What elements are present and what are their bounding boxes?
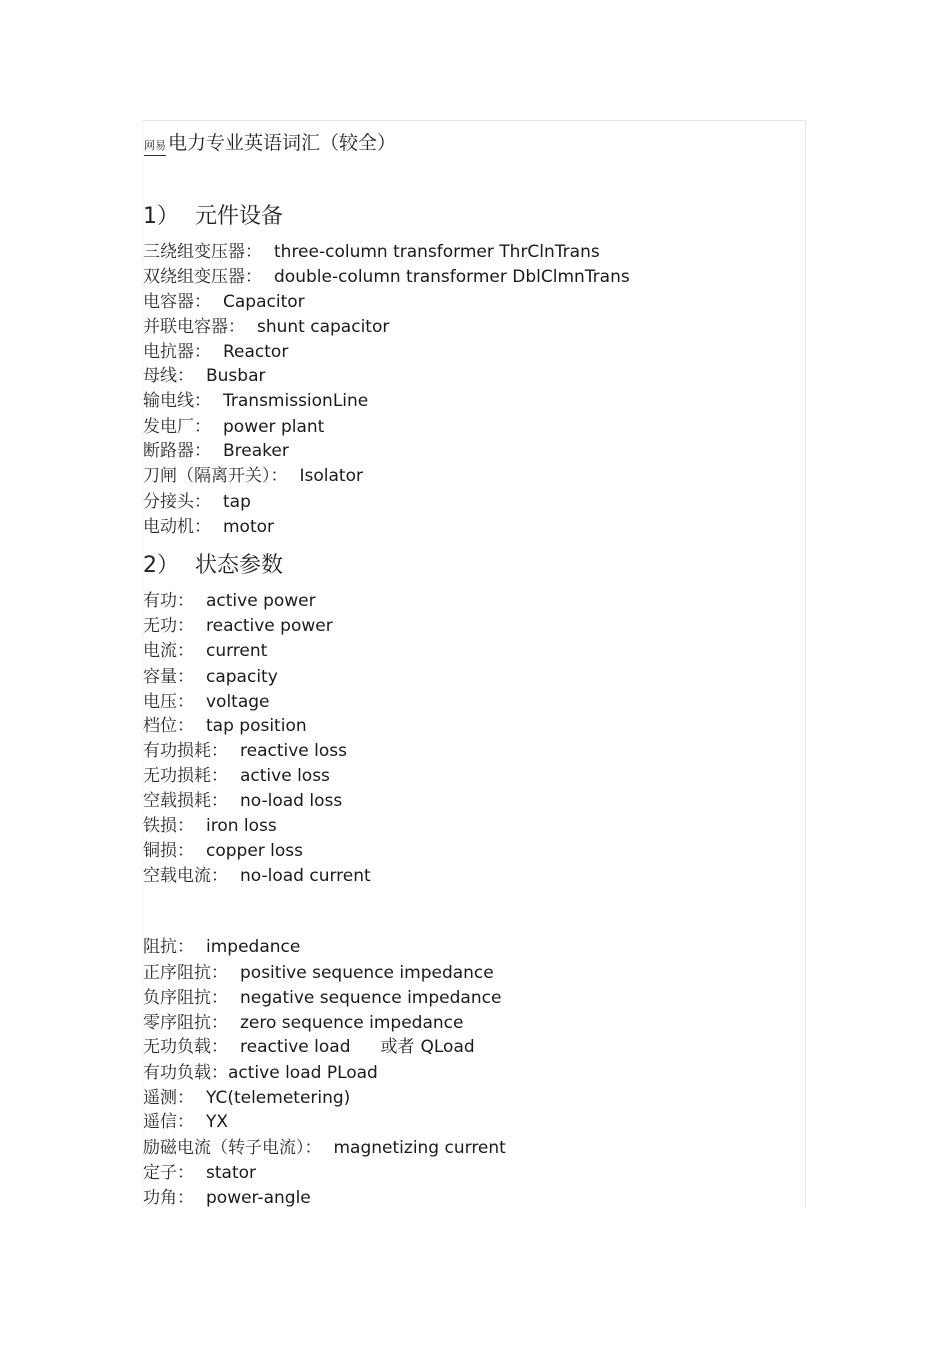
list-item [143, 1111, 228, 1133]
term-zh: 遥测： [143, 1088, 194, 1108]
list-item [143, 1162, 256, 1184]
term-en: stator [206, 1163, 256, 1183]
list-item [143, 365, 266, 387]
term-zh: 有功损耗： [143, 741, 228, 761]
term-zh: 容量： [143, 667, 194, 687]
term-en: YC(telemetering) [206, 1088, 351, 1108]
term-zh: 发电厂： [143, 417, 211, 437]
term-zh: 电流： [143, 641, 194, 661]
term-zh: 定子： [143, 1163, 194, 1183]
list-item [143, 962, 494, 984]
term-en: current [206, 641, 268, 661]
term-en: double-column transformer DblClmnTrans [274, 267, 630, 287]
term-en: YX [206, 1112, 229, 1132]
list-item [143, 440, 289, 462]
list-item [143, 341, 288, 363]
list-item [143, 590, 316, 612]
term-zh: 空载电流： [143, 866, 228, 886]
term-zh: 档位： [143, 716, 194, 736]
document-title [144, 128, 396, 156]
list-item [143, 316, 389, 338]
term-zh: 电抗器： [143, 342, 211, 362]
list-item [143, 840, 303, 862]
section-heading-1 [143, 199, 283, 230]
list-item [143, 241, 600, 263]
term-en: impedance [206, 937, 301, 957]
term-zh: 三绕组变压器： [143, 242, 262, 262]
term-en: tap position [206, 716, 307, 736]
list-item [143, 987, 501, 1009]
term-en: negative sequence impedance [240, 988, 502, 1008]
term-zh: 功角： [143, 1188, 194, 1208]
title-prefix: 网易 [144, 137, 166, 156]
term-en: magnetizing current [333, 1138, 506, 1158]
term-zh: 有功： [143, 591, 194, 611]
term-en: zero sequence impedance [240, 1013, 464, 1033]
section-number: 1） [143, 204, 179, 229]
term-en: TransmissionLine [223, 391, 369, 411]
list-item [143, 936, 300, 958]
term-zh: 阻抗： [143, 937, 194, 957]
term-en: shunt capacitor [257, 317, 390, 337]
term-zh: 断路器： [143, 441, 211, 461]
list-item [143, 1012, 463, 1034]
term-zh: 并联电容器： [143, 317, 245, 337]
term-zh: 空载损耗： [143, 791, 228, 811]
list-item [143, 1187, 311, 1209]
term-en: active loss [240, 766, 330, 786]
list-item [143, 865, 371, 887]
term-zh: 遥信： [143, 1112, 194, 1132]
term-en: three-column transformer ThrClnTrans [274, 242, 600, 262]
list-item [143, 691, 270, 713]
term-en: Reactor [223, 342, 289, 362]
term-zh: 铁损： [143, 816, 194, 836]
list-item [143, 1137, 506, 1159]
list-item [143, 1036, 475, 1058]
term-en: no-load loss [240, 791, 343, 811]
term-en: reactive loss [240, 741, 347, 761]
list-item [143, 765, 330, 787]
term-zh: 电容器： [143, 292, 211, 312]
list-item [143, 266, 630, 288]
term-en: motor [223, 517, 275, 537]
list-item [143, 416, 324, 438]
list-item [143, 390, 368, 412]
section-number: 2） [143, 553, 179, 578]
term-en: voltage [206, 692, 270, 712]
list-item [143, 465, 363, 487]
list-item [143, 516, 274, 538]
list-item [143, 715, 307, 737]
section-title: 状态参数 [195, 553, 284, 578]
term-en: reactive load [240, 1037, 351, 1057]
term-en: Busbar [206, 366, 266, 386]
list-item [143, 1087, 350, 1109]
term-en: positive sequence impedance [240, 963, 494, 983]
list-item [143, 615, 333, 637]
term-zh: 正序阻抗： [143, 963, 228, 983]
term-en: reactive power [206, 616, 333, 636]
term-zh: 输电线： [143, 391, 211, 411]
term-zh: 铜损： [143, 841, 194, 861]
term-en: Breaker [223, 441, 289, 461]
list-item [143, 491, 251, 513]
term-en: Isolator [299, 466, 363, 486]
list-item [143, 291, 305, 313]
list-item [143, 740, 347, 762]
term-en: active power [206, 591, 316, 611]
term-zh: 双绕组变压器： [143, 267, 262, 287]
term-en: capacity [206, 667, 278, 687]
term-en: tap [223, 492, 251, 512]
term-zh: 刀闸（隔离开关）： [143, 466, 288, 486]
term-en: power-angle [206, 1188, 311, 1208]
section-title: 元件设备 [195, 204, 284, 229]
title-text: 电力专业英语词汇（较全） [168, 132, 397, 154]
list-item [143, 640, 267, 662]
term-en: copper loss [206, 841, 304, 861]
term-zh: 母线： [143, 366, 194, 386]
list-item [143, 1062, 378, 1084]
section-heading-2 [143, 548, 283, 579]
term-zh: 有功负载： [143, 1063, 228, 1083]
term-zh: 无功损耗： [143, 766, 228, 786]
term-en: Capacitor [223, 292, 305, 312]
term-zh: 电压： [143, 692, 194, 712]
term-zh: 无功负载： [143, 1037, 228, 1057]
term-alt-zh: 或者 [380, 1037, 415, 1057]
term-zh: 无功： [143, 616, 194, 636]
term-en: no-load current [240, 866, 371, 886]
term-zh: 负序阻抗： [143, 988, 228, 1008]
term-zh: 励磁电流（转子电流）： [143, 1138, 322, 1158]
term-zh: 零序阻抗： [143, 1013, 228, 1033]
term-en: power plant [223, 417, 325, 437]
term-alt-en: QLoad [420, 1037, 475, 1057]
term-en: active load PLoad [228, 1063, 378, 1083]
term-zh: 电动机： [143, 517, 211, 537]
term-zh: 分接头： [143, 492, 211, 512]
term-en: iron loss [206, 816, 277, 836]
list-item [143, 666, 278, 688]
list-item [143, 790, 342, 812]
list-item [143, 815, 277, 837]
